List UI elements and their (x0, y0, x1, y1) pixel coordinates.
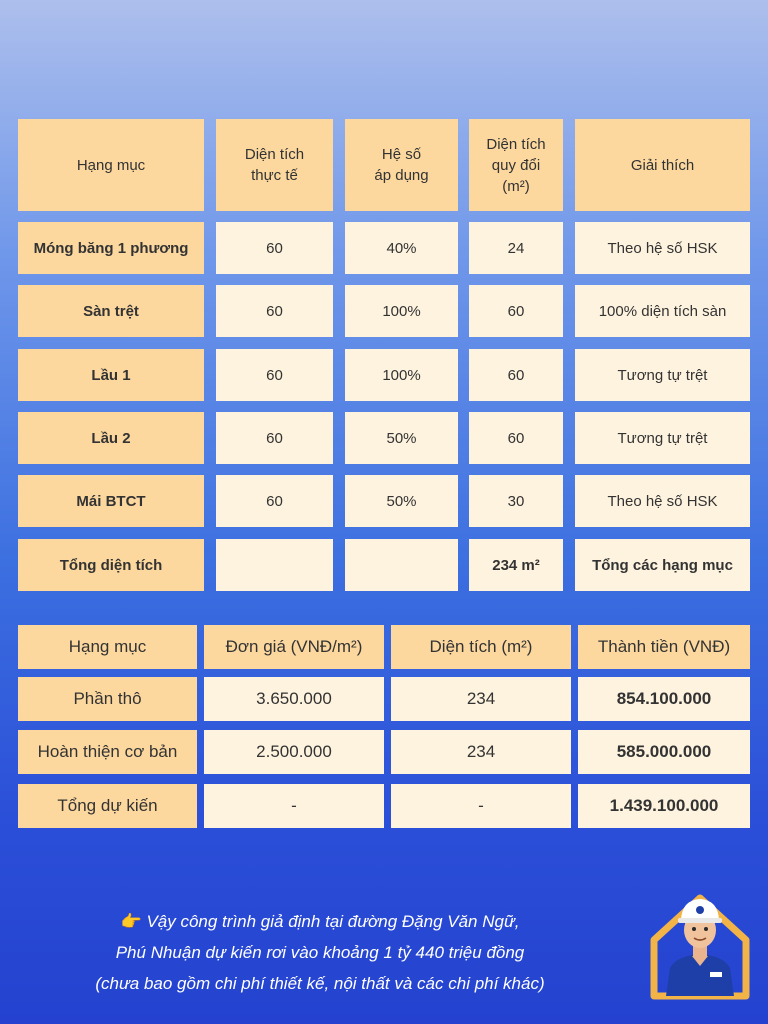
area-row-coefficient: 100% (345, 285, 458, 337)
area-row-coefficient: 100% (345, 349, 458, 401)
cost-row-item: Phần thô (18, 677, 197, 721)
area-header-actual: Diện tích thực tế (216, 119, 333, 211)
area-total-converted: 234 m² (469, 539, 563, 591)
area-total-actual (216, 539, 333, 591)
area-row-converted: 60 (469, 349, 563, 401)
cost-row-unit-price: 3.650.000 (204, 677, 384, 721)
area-row-explanation: Theo hệ số HSK (575, 222, 750, 274)
area-row-item: Lầu 2 (18, 412, 204, 464)
area-row-coefficient: 40% (345, 222, 458, 274)
cost-row-amount: 585.000.000 (578, 730, 750, 774)
area-row-converted: 30 (469, 475, 563, 527)
area-row-item: Sàn trệt (18, 285, 204, 337)
cost-total-area: - (391, 784, 571, 828)
area-row-explanation: Tương tự trệt (575, 412, 750, 464)
cost-header-area: Diện tích (m²) (391, 625, 571, 669)
engineer-mascot-icon (648, 884, 752, 1004)
area-row-explanation: Theo hệ số HSK (575, 475, 750, 527)
area-total-coefficient (345, 539, 458, 591)
area-header-explanation: Giải thích (575, 119, 750, 211)
area-header-converted: Diện tích quy đổi (m²) (469, 119, 563, 211)
area-row-actual: 60 (216, 349, 333, 401)
summary-line-2: Phú Nhuận dự kiến rơi vào khoảng 1 tỷ 440 triệu đồng (115, 943, 525, 962)
cost-total-label: Tổng dự kiến (18, 784, 197, 828)
area-row-actual: 60 (216, 475, 333, 527)
area-total-explanation: Tổng các hạng mục (575, 539, 750, 591)
cost-row-area: 234 (391, 677, 571, 721)
cost-total-unit-price: - (204, 784, 384, 828)
area-row-converted: 60 (469, 412, 563, 464)
pointing-hand-icon: 👉 (120, 912, 142, 931)
area-row-explanation: Tương tự trệt (575, 349, 750, 401)
cost-row-amount: 854.100.000 (578, 677, 750, 721)
area-row-item: Móng băng 1 phương (18, 222, 204, 274)
summary-line-1: 👉 Vậy công trình giả định tại đường Đặng Văn Ngữ, (120, 912, 520, 931)
cost-header-unit-price: Đơn giá (VNĐ/m²) (204, 625, 384, 669)
cost-header-item: Hạng mục (18, 625, 197, 669)
area-header-coefficient: Hệ số áp dụng (345, 119, 458, 211)
area-header-item: Hạng mục (18, 119, 204, 211)
cost-row-unit-price: 2.500.000 (204, 730, 384, 774)
area-row-item: Lầu 1 (18, 349, 204, 401)
area-total-label: Tổng diện tích (18, 539, 204, 591)
area-row-actual: 60 (216, 222, 333, 274)
area-row-explanation: 100% diện tích sàn (575, 285, 750, 337)
area-row-coefficient: 50% (345, 412, 458, 464)
area-row-actual: 60 (216, 412, 333, 464)
area-row-converted: 60 (469, 285, 563, 337)
area-row-converted: 24 (469, 222, 563, 274)
summary-line-3: (chưa bao gồm chi phí thiết kế, nội thất và các chi phí khác) (95, 974, 545, 993)
cost-total-amount: 1.439.100.000 (578, 784, 750, 828)
cost-row-item: Hoàn thiện cơ bản (18, 730, 197, 774)
area-row-actual: 60 (216, 285, 333, 337)
summary-note (20, 906, 620, 999)
cost-row-area: 234 (391, 730, 571, 774)
area-row-coefficient: 50% (345, 475, 458, 527)
area-row-item: Mái BTCT (18, 475, 204, 527)
cost-header-amount: Thành tiền (VNĐ) (578, 625, 750, 669)
